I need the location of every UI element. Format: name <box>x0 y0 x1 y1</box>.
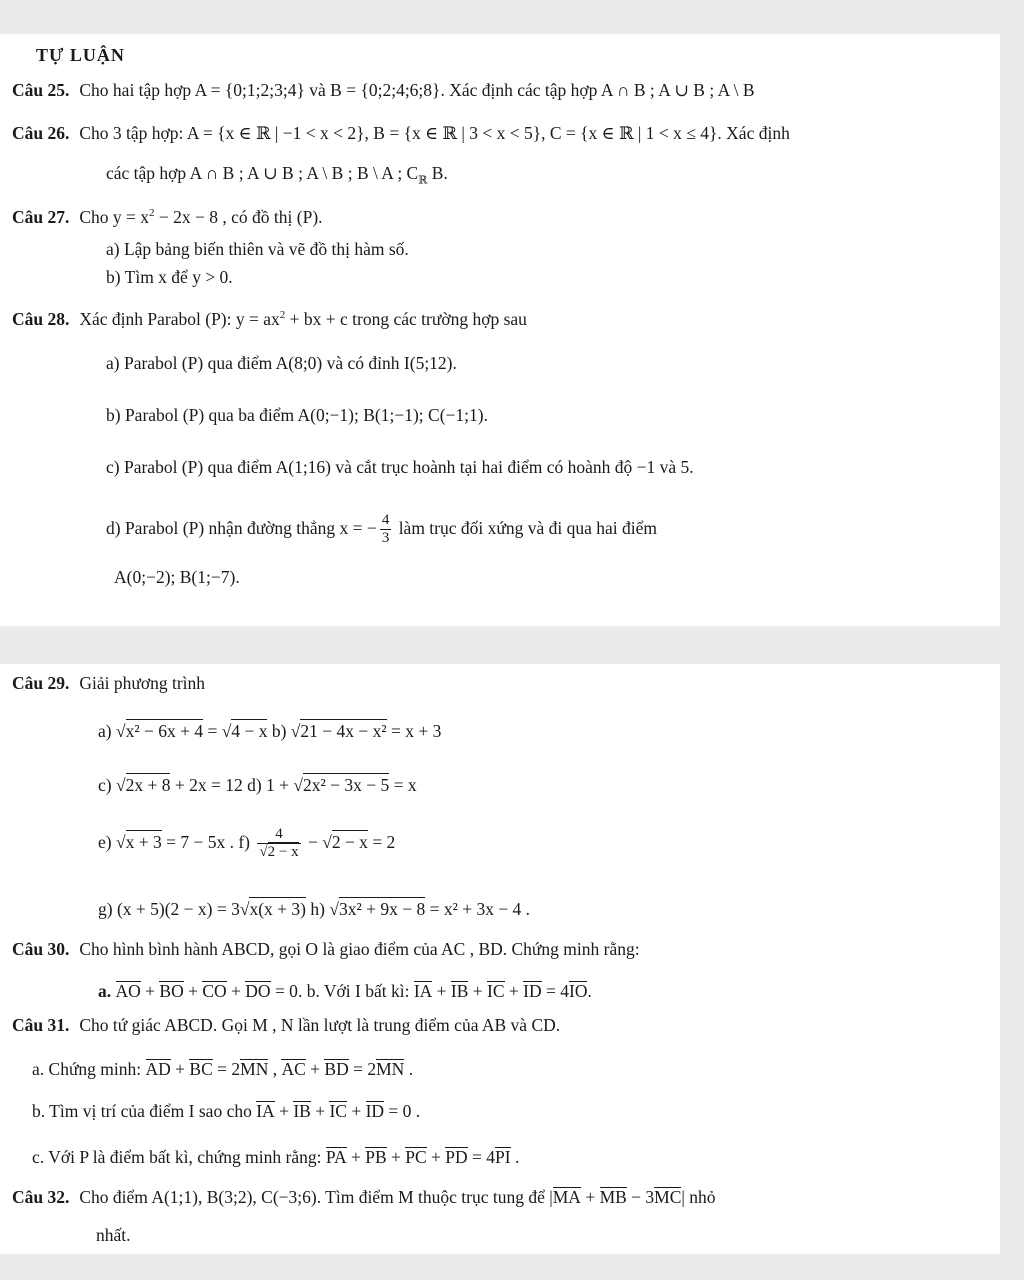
question-32-line2: nhất. <box>96 1225 131 1245</box>
question-28-d-points: A(0;−2); B(1;−7). <box>114 567 240 587</box>
question-28-c: c) Parabol (P) qua điểm A(1;16) và cắt trục hoành tại hai điểm có hoành độ −1 và 5. <box>106 457 694 477</box>
question-27-a: a) Lập bảng biến thiên và vẽ đồ thị hàm số. <box>106 239 409 259</box>
question-29: Câu 29. Giải phương trình <box>12 673 206 693</box>
question-31-c: c. Với P là điểm bất kì, chứng minh rằng: PA + PB + PC + PD = 4PI . <box>32 1147 520 1167</box>
question-29-cd: c) √2x + 8 + 2x = 12 d) 1 + √2x² − 3x − 5 = x <box>98 775 417 795</box>
question-number: Câu 29. <box>12 673 70 693</box>
question-29-gh: g) (x + 5)(2 − x) = 3√x(x + 3) h) √3x² + 9x − 8 = x² + 3x − 4 . <box>98 899 531 919</box>
question-28: Câu 28. Xác định Parabol (P): $y = ax^2$ + bx + c trong các trường hợp sau <box>12 308 527 329</box>
question-number: Câu 31. <box>12 1015 70 1035</box>
question-32: Câu 32. Cho điểm A(1;1), B(3;2), C(−3;6). Tìm điểm M thuộc trục tung để |MA + MB − 3MC| nhỏ <box>12 1187 716 1207</box>
question-26-line2: các tập hợp A ∩ B ; A ∪ B ; A \ B ; B \ A ; $C_ℝ$ B. <box>106 163 448 187</box>
question-number: Câu 27. <box>12 206 70 227</box>
question-31-b: b. Tìm vị trí của điểm I sao cho IA + IB + IC + ID = 0 . <box>32 1101 421 1121</box>
page-bottom <box>0 664 1000 1254</box>
question-number: Câu 26. <box>12 123 70 143</box>
question-27-b: b) Tìm x để y > 0. <box>106 267 233 287</box>
question-28-a: a) Parabol (P) qua điểm A(8;0) và có đỉnh I(5;12). <box>106 353 457 373</box>
question-31: Câu 31. Cho tứ giác ABCD. Gọi M , N lần lượt là trung điểm của AB và CD. <box>12 1015 561 1035</box>
fraction: $\frac{4}{√2 - x}$ <box>259 826 299 861</box>
question-27: Câu 27. Cho $y = x^2 - 2x - 8$ , có đồ thị (P). <box>12 206 323 227</box>
question-28-d: d) Parabol (P) nhận đường thẳng x = − $\frac{4}{3}$ làm trục đối xứng và đi qua hai điểm <box>106 512 658 547</box>
question-29-ef: e) √x + 3 = 7 − 5x . f) $\frac{4}{√2 - x}$ − √2 − x = 2 <box>98 826 396 861</box>
question-25 <box>12 79 755 101</box>
question-31-a: a. Chứng minh: AD + BC = 2MN , AC + BD = 2MN . <box>32 1059 414 1079</box>
question-26 <box>12 122 790 144</box>
section-title: TỰ LUẬN <box>36 45 125 65</box>
question-number: Câu 32. <box>12 1187 70 1207</box>
question-29-ab: a) √x² − 6x + 4 = √4 − x b) √21 − 4x − x² = x + 3 <box>98 721 442 741</box>
fraction: $\frac{4}{3}$ <box>381 512 390 547</box>
question-text: Cho hai tập hợp A = {0;1;2;3;4} và B = {0;2;4;6;8}. Xác định các tập hợp A ∩ B ; A ∪ B ; A \ B <box>79 80 755 100</box>
question-number: Câu 25. <box>12 80 70 100</box>
question-28-b: b) Parabol (P) qua ba điểm A(0;−1); B(1;−1); C(−1;1). <box>106 405 488 425</box>
page-top <box>0 34 1000 626</box>
question-number: Câu 30. <box>12 939 70 959</box>
question-30: Câu 30. Cho hình bình hành ABCD, gọi O là giao điểm của AC , BD. Chứng minh rằng: <box>12 939 640 959</box>
question-30-ab: a. AO + BO + CO + DO = 0. b. Với I bất kì: IA + IB + IC + ID = 4IO. <box>98 981 592 1001</box>
question-number: Câu 28. <box>12 308 70 329</box>
question-text: Cho 3 tập hợp: A = {x ∈ ℝ | −1 < x < 2}, B = {x ∈ ℝ | 3 < x < 5}, C = {x ∈ ℝ | 1 < x ≤ 4}. Xác định <box>79 123 790 143</box>
